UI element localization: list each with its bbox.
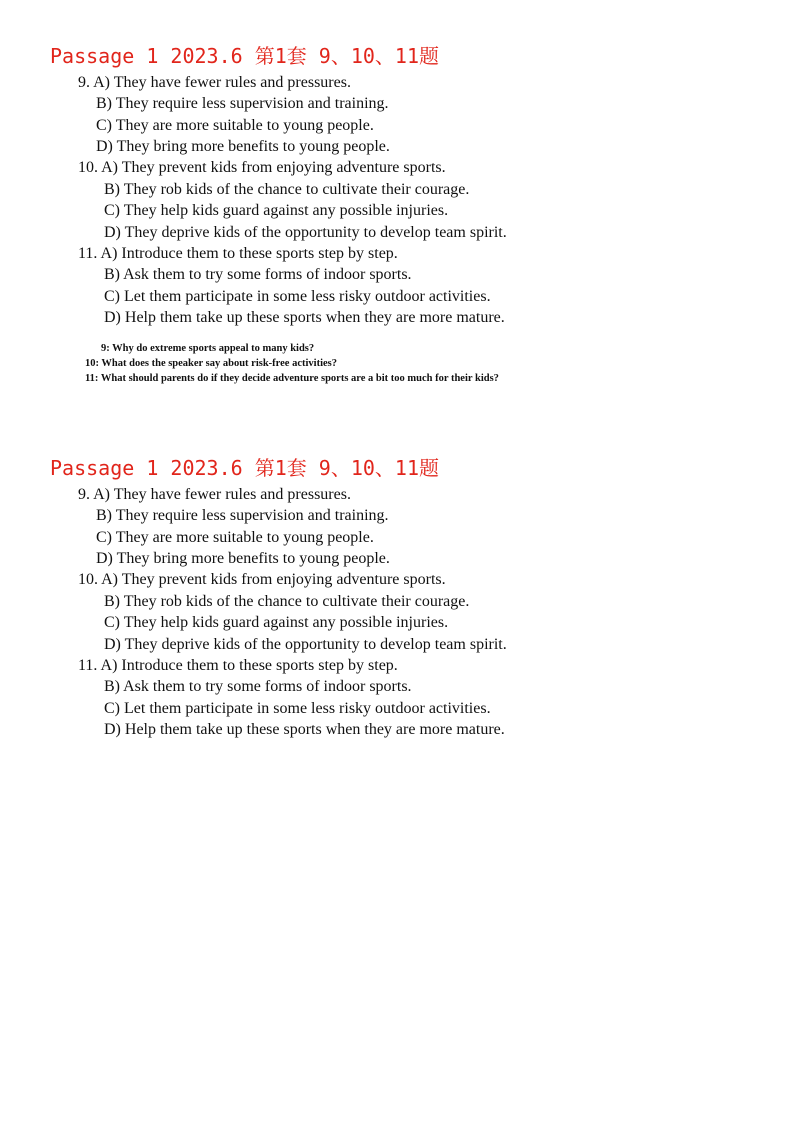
question-11-option-c: C) Let them participate in some less risky outdoor activities. bbox=[104, 288, 491, 305]
question-9-option-c: C) They are more suitable to young people. bbox=[96, 529, 374, 546]
note-question-9: 9: Why do extreme sports appeal to many kids? bbox=[101, 343, 315, 354]
question-9-option-b: B) They require less supervision and training. bbox=[96, 507, 389, 524]
question-9-option-a: 9. A) They have fewer rules and pressures. bbox=[78, 74, 351, 91]
question-10-option-b: B) They rob kids of the chance to cultivate their courage. bbox=[104, 593, 470, 610]
question-11-option-a: 11. A) Introduce them to these sports step by step. bbox=[78, 245, 398, 262]
question-10-option-c: C) They help kids guard against any possible injuries. bbox=[104, 202, 449, 219]
question-11-option-d: D) Help them take up these sports when they are more mature. bbox=[104, 721, 505, 738]
question-9-option-a: 9. A) They have fewer rules and pressures. bbox=[78, 486, 351, 503]
question-10-option-b: B) They rob kids of the chance to cultivate their courage. bbox=[104, 181, 470, 198]
question-9-option-c: C) They are more suitable to young people. bbox=[96, 117, 374, 134]
question-10-option-d: D) They deprive kids of the opportunity to develop team spirit. bbox=[104, 636, 507, 653]
question-9-option-d: D) They bring more benefits to young people. bbox=[96, 138, 390, 155]
question-11-option-c: C) Let them participate in some less risky outdoor activities. bbox=[104, 700, 491, 717]
question-10-option-d: D) They deprive kids of the opportunity to develop team spirit. bbox=[104, 224, 507, 241]
passage-heading: Passage 1 2023.6 第1套 9、10、11题 bbox=[50, 44, 439, 68]
question-11-option-b: B) Ask them to try some forms of indoor sports. bbox=[104, 266, 412, 283]
question-10-option-a: 10. A) They prevent kids from enjoying adventure sports. bbox=[78, 571, 446, 588]
question-11-option-a: 11. A) Introduce them to these sports step by step. bbox=[78, 657, 398, 674]
question-11-option-b: B) Ask them to try some forms of indoor sports. bbox=[104, 678, 412, 695]
question-10-option-c: C) They help kids guard against any possible injuries. bbox=[104, 614, 449, 631]
question-10-option-a: 10. A) They prevent kids from enjoying adventure sports. bbox=[78, 159, 446, 176]
passage-heading: Passage 1 2023.6 第1套 9、10、11题 bbox=[50, 456, 439, 480]
question-9-option-d: D) They bring more benefits to young people. bbox=[96, 550, 390, 567]
question-11-option-d: D) Help them take up these sports when they are more mature. bbox=[104, 309, 505, 326]
question-9-option-b: B) They require less supervision and training. bbox=[96, 95, 389, 112]
note-question-10: 10: What does the speaker say about risk-free activities? bbox=[85, 358, 337, 369]
note-question-11: 11: What should parents do if they decide adventure sports are a bit too much for their kids? bbox=[85, 373, 499, 384]
